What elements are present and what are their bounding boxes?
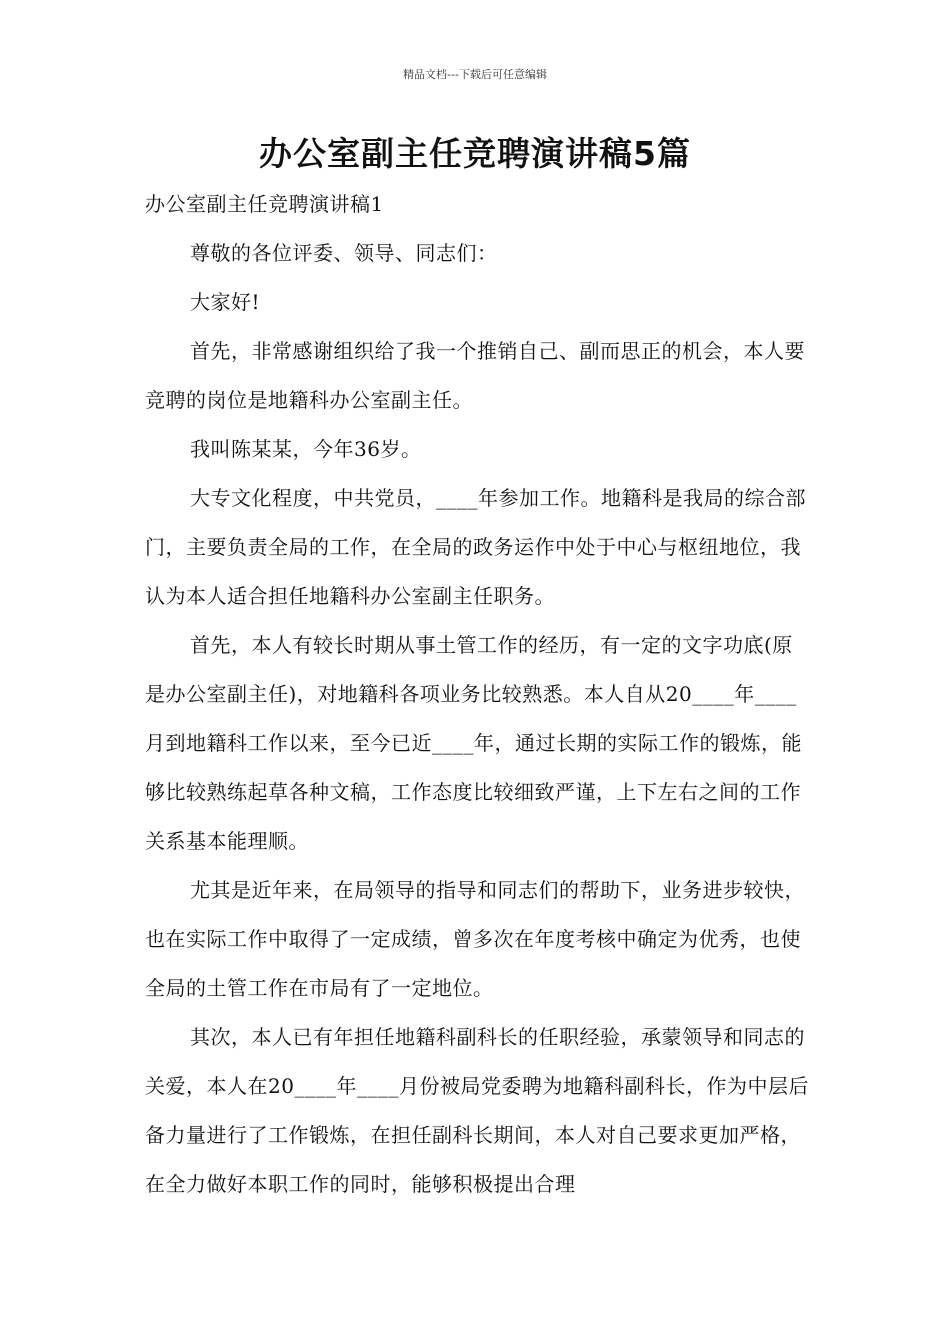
paragraph-salutation: 尊敬的各位评委、领导、同志们： (190, 241, 498, 265)
document-body (145, 180, 810, 1209)
section-subtitle: 办公室副主任竞聘演讲稿1 (145, 192, 384, 216)
paragraph-thanks: 首先，非常感谢组织给了我一个推销自己、副而思正的机会，本人要竞聘的岗位是地籍科办公室副主任。 (145, 339, 805, 412)
paragraph-introduction: 我叫陈某某，今年36岁。 (190, 437, 422, 461)
paragraph-experience: 首先，本人有较长时期从事土管工作的经历，有一定的文字功底(原是办公室副主任)，对地籍科各项业务比较熟悉。本人自从20____年____月到地籍科工作以来，至今已近____年，通过长期的实际工作的锻炼，能够比较熟练起草各种文稿，工作态度比较细致严谨，上下左右之间的工作关系基本能理顺。 (145, 633, 802, 853)
paragraph-background: 大专文化程度，中共党员，____年参加工作。地籍科是我局的综合部门，主要负责全局的工作，在全局的政务运作中处于中心与枢纽地位，我认为本人适合担任地籍科办公室副主任职务。 (145, 486, 806, 608)
document-title: 办公室副主任竞聘演讲稿5篇 (259, 134, 691, 173)
paragraph-qualification: 其次，本人已有年担任地籍科副科长的任职经验，承蒙领导和同志的关爱，本人在20____年____月份被局党委聘为地籍科副科长，作为中层后备力量进行了工作锻炼，在担任副科长期间，本人对自己要求更加严格，在全力做好本职工作的同时，能够积极提出合理 (145, 1025, 809, 1196)
paragraph-achievements: 尤其是近年来，在局领导的指导和同志们的帮助下，业务进步较快，也在实际工作中取得了一定成绩，曾多次在年度考核中确定为优秀，也使全局的土管工作在市局有了一定地位。 (145, 878, 805, 1000)
header-note: 精品文档---下载后可任意编辑 (403, 68, 547, 81)
paragraph-greeting: 大家好! (190, 290, 261, 314)
